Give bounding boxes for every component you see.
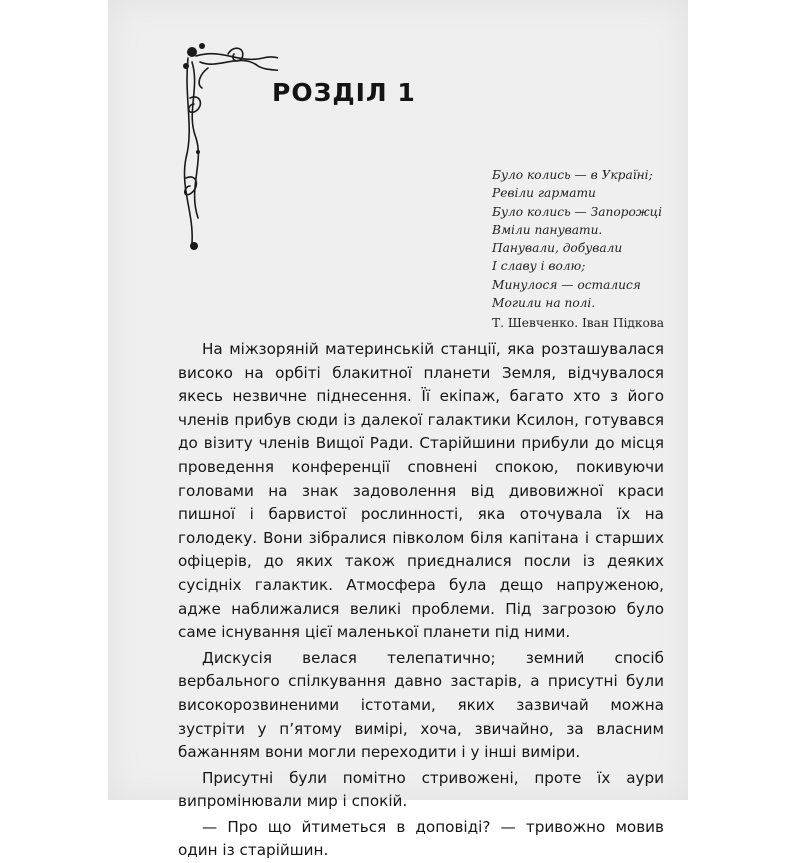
epigraph-line: Ревіли гармати	[492, 186, 596, 201]
epigraph-line: Могили на полі.	[492, 296, 596, 311]
chapter-title: РОЗДІЛ 1	[272, 78, 416, 107]
paragraph: — Про що йтиметься в доповіді? — тривожно мовив один із старійшин.	[178, 817, 664, 860]
epigraph	[492, 166, 682, 333]
chapter-body	[178, 338, 664, 863]
epigraph-line: Вміли панувати.	[492, 222, 603, 237]
epigraph-attribution: Т. Шевченко. Іван Підкова	[492, 316, 665, 331]
epigraph-line: Минулося — осталися	[492, 277, 641, 292]
corner-ornament	[178, 38, 278, 258]
paragraph: Дискусія велася телепатично; земний спосіб вербального спілкування давно застарів, а присутні були високорозвиненими істотами, яких зазвичай можна зустріти у п’ятому вимірі, хоча, звичайно, за власним бажанням вони могли переходити і у інші виміри.	[178, 648, 664, 762]
epigraph-line: Панували, добували	[492, 241, 623, 256]
epigraph-line: Було колись — в Україні;	[492, 168, 653, 182]
paragraph: На міжзоряній материнській станції, яка розташувалася високо на орбіті блакитної планети Земля, відчувалося якесь незвичне піднесення. Її екіпаж, багато хто з його членів прибув сюди із далекої галактики Ксилон, готувався до візиту членів Вищої Ради. Старійшини прибули до місця проведення конференції сповнені спокою, покивуючи головами на знак задоволення від дивовижної краси пишної і барвистої рослинності, яка оточувала їх на голодеку. Вони зібралися півколом біля капітана і старших офіцерів, до яких також приєдналися посли із деяких сусідніх галактик. Атмосфера була дещо напруженою, адже наближалися великі проблеми. Під загрозою було саме існування цієї маленької планети під ними.	[178, 340, 664, 642]
epigraph-line: Було колись — Запорожці	[492, 204, 663, 219]
epigraph-line: І славу і волю;	[492, 259, 586, 274]
paragraph: Присутні були помітно стривожені, проте їх аури випромінювали мир і спокій.	[178, 768, 664, 811]
